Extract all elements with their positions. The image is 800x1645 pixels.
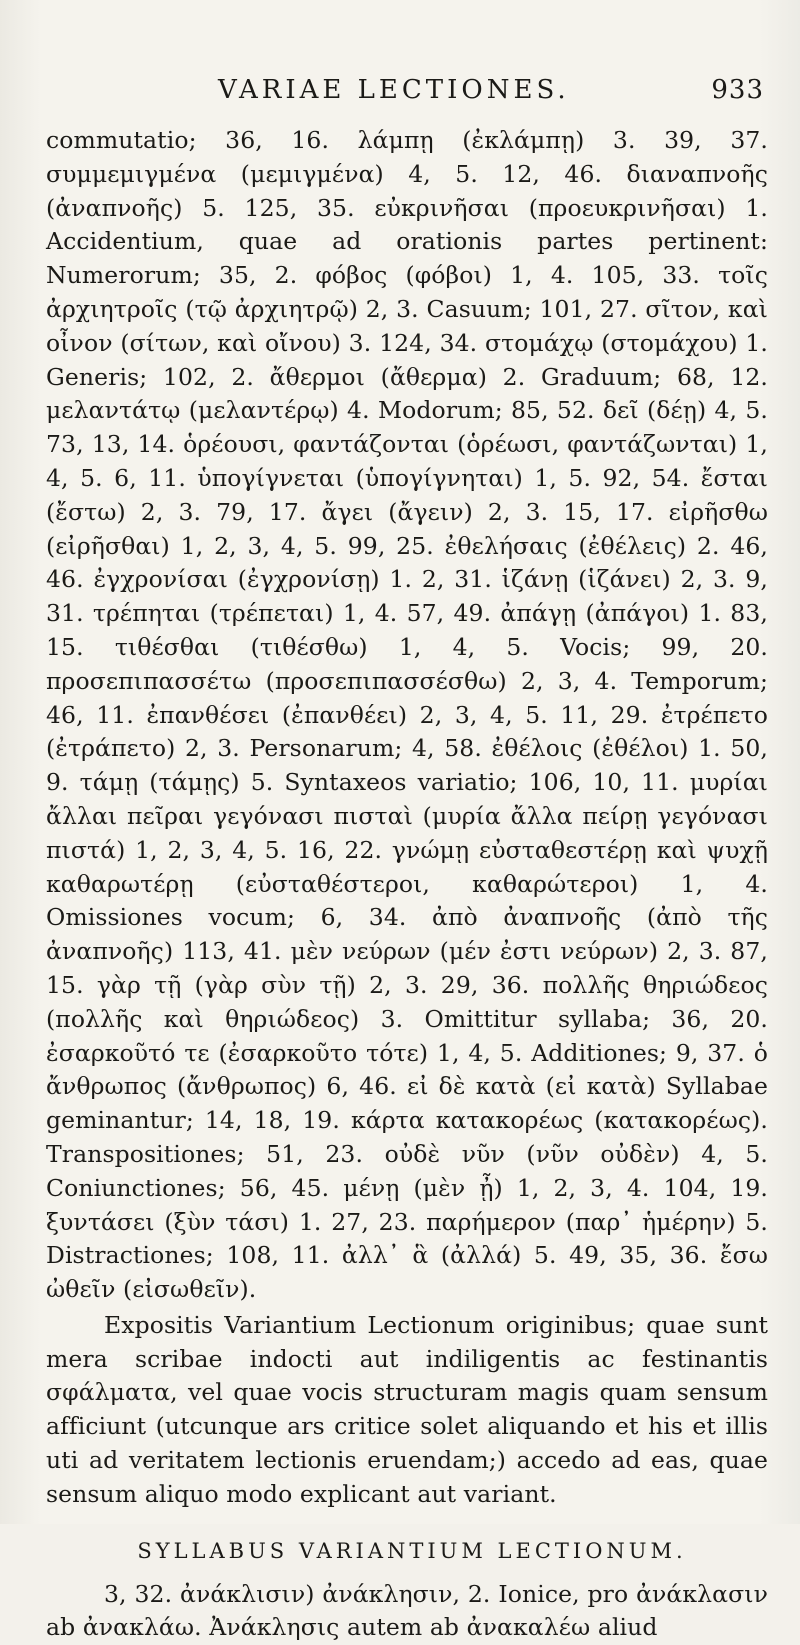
body-text [46, 124, 768, 1645]
running-head [0, 72, 800, 108]
section-heading: SYLLABUS VARIANTIUM LECTIONUM. [137, 1538, 687, 1563]
syllabus-first-paragraph: 3, 32. ἀνάκλισιν) ἀνάκλησιν, 2. Ionice, pro ἀνάκλασιν ab ἀνακλάω. Ἀνάκλησις autem ab ἀνακαλέω aliud [46, 1579, 768, 1642]
page-number: 933 [711, 75, 764, 105]
expositis-paragraph: Expositis Variantium Lectionum originibus; quae sunt mera scribae indocti aut indiligentis ac festinantis σφάλματα, vel quae vocis structuram magis quam sensum afficiunt (utcunque ars critice solet aliquando et his et illis uti ad veritatem lectionis eruendam;) accedo ad eas, quae sensum aliquo modo explicant aut variant. [46, 1310, 768, 1508]
running-title: VARIAE LECTIONES. [218, 75, 570, 105]
variant-readings-paragraph: commutatio; 36, 16. λάμπῃ (ἐκλάμπῃ) 3. 39, 37. συμμεμιγμένα (μεμιγμένα) 4, 5. 12, 46. διαναπνοῆς (ἀναπνοῆς) 5. 125, 35. εὐκρινῆσαι (προευκρινῆσαι) 1. Accidentium, quae ad orationis partes pertinent: Numerorum; 35, 2. φόβος (φόβοι) 1, 4. 105, 33. τοῖς ἀρχιητροῖς (τῷ ἀρχιητρῷ) 2, 3. Casuum; 101, 27. σῖτον, καὶ οἶνον (σίτων, καὶ οἴνου) 3. 124, 34. στομάχῳ (στομάχου) 1. Generis; 102, 2. ἄθερμοι (ἄθερμα) 2. Graduum; 68, 12. μελαντάτῳ (μελαντέρῳ) 4. Modorum; 85, 52. δεῖ (δέῃ) 4, 5. 73, 13, 14. ὁρέουσι, φαντάζονται (ὁρέωσι, φαντάζωνται) 1, 4, 5. 6, 11. ὑπογίγνεται (ὑπογίγνηται) 1, 5. 92, 54. ἔσται (ἔστω) 2, 3. 79, 17. ἄγει (ἄγειν) 2, 3. 15, 17. εἰρῆσθω (εἰρῆσθαι) 1, 2, 3, 4, 5. 99, 25. ἐθελήσαις (ἐθέλεις) 2. 46, 46. ἐγχρονίσαι (ἐγχρονίσῃ) 1. 2, 31. ἱζάνῃ (ἱζάνει) 2, 3. 9, 31. τρέπηται (τρέπεται) 1, 4. 57, 49. ἀπάγῃ (ἀπάγοι) 1. 83, 15. τιθέσθαι (τιθέσθω) 1, 4, 5. Vocis; 99, 20. προσεπιπασσέτω (προσεπιπασσέσθω) 2, 3, 4. Temporum; 46, 11. ἐπανθέσει (ἐπανθέει) 2, 3, 4, 5. 11, 29. ἐτρέπετο (ἐτράπετο) 2, 3. Personarum; 4, 58. ἐθέλοις (ἐθέλοι) 1. 50, 9. τάμῃ (τάμῃς) 5. Syntaxeos variatio; 106, 10, 11. μυρίαι ἄλλαι πεῖραι γεγόνασι πισταὶ (μυρία ἄλλα πείρῃ γεγόνασι πιστά) 1, 2, 3, 4, 5. 16, 22. γνώμῃ εὐσταθεστέρῃ καὶ ψυχῇ καθαρωτέρῃ (εὐσταθέστεροι, καθαρώτεροι) 1, 4. Omissiones vocum; 6, 34. ἀπὸ ἀναπνοῆς (ἀπὸ τῆς ἀναπνοῆς) 113, 41. μὲν νεύρων (μέν ἐστι νεύρων) 2, 3. 87, 15. γὰρ τῇ (γὰρ σὺν τῇ) 2, 3. 29, 36. πολλῆς θηριώδεος (πολλῆς καὶ θηριώδεος) 3. Omittitur syllaba; 36, 20. ἐσαρκοῦτό τε (ἐσαρκοῦτο τότε) 1, 4, 5. Additiones; 9, 37. ὁ ἄνθρωπος (ἄνθρωπος) 6, 46. εἰ δὲ κατὰ (εἰ κατὰ) Syllabae geminantur; 14, 18, 19. κάρτα κατακορέως (κατακορέως). Transpositiones; 51, 23. οὐδὲ νῦν (νῦν οὐδὲν) 4, 5. Coniunctiones; 56, 45. μένῃ (μὲν ᾖ) 1, 2, 3, 4. 104, 19. ξυντάσει (ξὺν τάσι) 1. 27, 23. παρήμερον (παρ᾽ ἡμέρην) 5. Distractiones; 108, 11. ἀλλ᾽ ἃ (ἀλλά) 5. 49, 35, 36. ἔσω ὠθεῖν (εἰσωθεῖν). [46, 126, 768, 1304]
